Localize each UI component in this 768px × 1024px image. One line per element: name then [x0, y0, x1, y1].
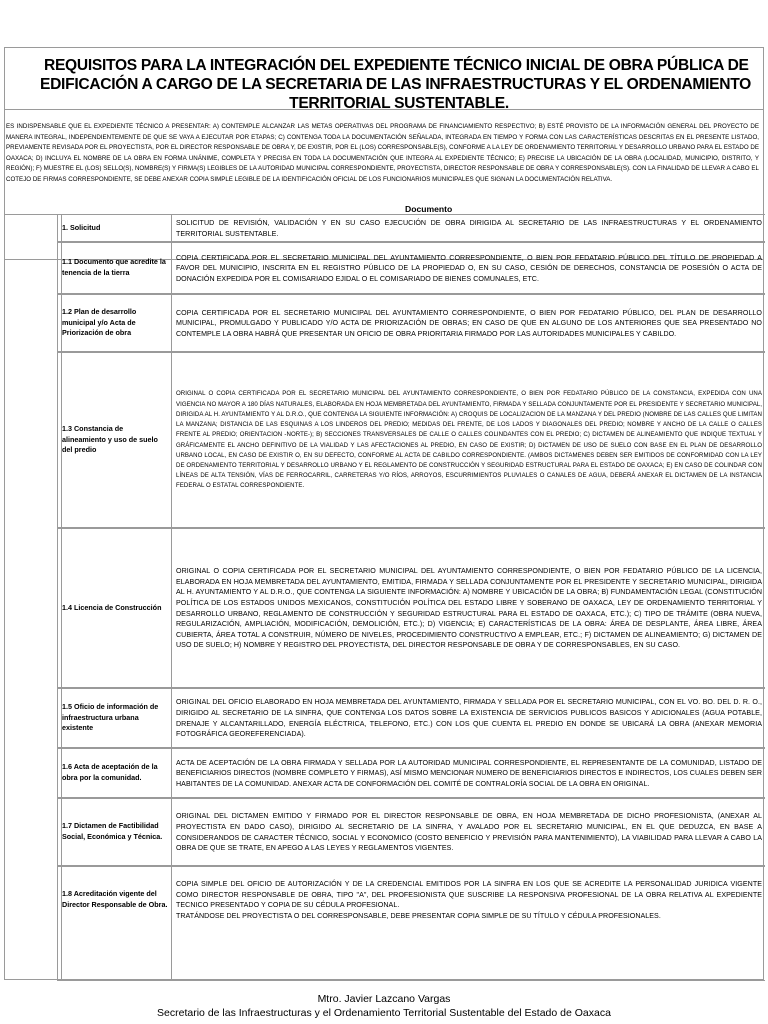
requirement-label: 1.4 Licencia de Construcción [57, 529, 172, 687]
table-row-1-3 [57, 352, 765, 528]
document-frame [4, 47, 764, 980]
requirement-description: ORIGINAL DEL OFICIO ELABORADO EN HOJA MEMBRETADA DEL AYUNTAMIENTO, FIRMADA Y SELLADA POR EL SECRETARIO MUNICIPAL, CON EL VO. BO. DEL D. R. O., DIRIGIDO AL SECRETARIO DE LA SINFRA, QUE CONTENGA LOS DATOS SOBRE LA EXISTENCIA DE SERVICIOS PUBLICOS BASICOS Y ADICIONALES (AGUA POTABLE, DRENAJE Y ALCANTARILLADO, ENERGÍA ELÉCTRICA, TELEFONO, ETC.) CON LOS QUE CUENTA EL PREDIO EN DONDE SE UBICARÁ LA OBRA (ANEXAR MEMORIA FOTOGRÁFICA GEOREFERENCIADA). [176, 698, 762, 739]
table-row-1-5 [57, 688, 765, 748]
document-title-line-1: REQUISITOS PARA LA INTEGRACIÓN DEL EXPEDIENTE TÉCNICO INICIAL DE OBRA PÚBLICA DE [44, 57, 749, 74]
title-block [5, 48, 763, 110]
signatory-position: Secretario de las Infraestructuras y el Ordenamiento Territorial Sustentable del Estado de Oaxaca [157, 1007, 611, 1019]
requirement-description: COPIA CERTIFICADA POR EL SECRETARIO MUNICIPAL DEL AYUNTAMIENTO CORRESPONDIENTE, O BIEN POR FEDATARIO PÚBLICO DEL TÍTULO DE PROPIEDAD A FAVOR DEL MUNICIPIO, INSCRITA EN EL REGISTRO PÚBLICO DE LA PROPIEDAD O, EN SU CASO, CESIÓN DE DERECHOS, CONSTANCIA DE POSESIÓN O ACTA DE DONACIÓN EXPEDIDA POR EL COMISARIADO EJIDAL O EL COMISARIADO DE BIENES COMUNALES, ETC. [176, 253, 762, 283]
requirement-description: ORIGINAL DEL DICTAMEN EMITIDO Y FIRMADO POR EL DIRECTOR RESPONSABLE DE OBRA, EN HOJA MEMBRETADA DE DICHO PROFESIONISTA, (ANEXAR AL PROYECTISTA EN DADO CASO), DIRIGIDO AL SECRETARIO DE LA SINFRA, Y AVALADO POR EL SECRETARIO MUNICIPAL, EN EL QUE DEDUZCA, EN BASE A CONSIDERANDOS DE CARACTER TÉCNICO, SOCIAL Y ECONOMICO (COSTO BENEFICIO Y PREVISIÓN PARA MANTENIMIENTO), LA VIABILIDAD PARA LLEVAR A CABO LA OBRA DE QUE SE TRATE, EN APEGO A LAS LEYES Y REGLAMENTOS VIGENTES. [176, 812, 762, 853]
requirement-label: 1.2 Plan de desarrollo municipal y/o Acta de Priorización de obra [57, 295, 172, 351]
requirement-label: 1. Solicitud [57, 215, 172, 241]
requirement-label: 1.6 Acta de aceptación de la obra por la comunidad. [57, 749, 172, 797]
requirement-description: ORIGINAL O COPIA CERTIFICADA POR EL SECRETARIO MUNICIPAL DEL AYUNTAMIENTO CORRESPONDIENTE, O BIEN POR FEDATARIO PÚBLICO DE LA LICENCIA, ELABORADA EN HOJA MEMBRETADA DEL AYUNTAMIENTO, EMITIDA, FIRMADA Y SELLADA CONJUNTAMENTE POR EL PRESIDENTE Y SECRETARIO MUNICIPAL, DIRIGIDA AL H. AYUNTAMIENTO Y AL D.R.O., QUE CONTENGA LA SIGUIENTE INFORMACIÓN: A) NOMBRE Y UBICACIÓN DE LA OBRA; B) FUNDAMENTACIÓN LEGAL (CONSTITUCIÓN POLÍTICA DE LOS ESTADOS UNIDOS MEXICANOS, CONSTITUCIÓN POLÍTICA DEL ESTADO LIBRE Y SOBERANO DE OAXACA, LEY DE ORDENAMIENTO TERRITORIAL Y DESARROLLO URBANO, REGLAMENTO DE CONSTRUCCIÓN Y SEGURIDAD ESTRUCTURAL PARA EL ESTADO DE OAXACA, ETC.); C) TIPO DE TRÁMITE (OBRA NUEVA, REGULARIZACIÓN, AMPLIACIÓN, MODIFICACIÓN, DEMOLICIÓN, ETC.); D) VIGENCIA; E) CARACTERÍSTICAS DE LA OBRA: ÁREA DE DESPLANTE, ÁREA LIBRE, ÁREA CUBIERTA, ÁREA TOTAL A CONSTRUIR, NÚMERO DE NIVELES, PROCEDIMIENTO CONSTRUCTIVO A EMPLEAR, ETC.; F) DICTAMEN DE ALINEAMIENTO; G) DICTAMEN DE USO DE SUELO; H) NOMBRE Y REGISTRO DEL PROYECTISTA, DEL DIRECTOR RESPONSABLE DE OBRA Y DE CORRESPONSABLES, EN SU CASO. [176, 567, 762, 650]
table-row-1-7 [57, 798, 765, 866]
table-row-1-1 [57, 242, 765, 294]
table-row-1-4 [57, 528, 765, 688]
document-title-line-3: TERRITORIAL SUSTENTABLE. [289, 95, 509, 112]
table-row-1-2 [57, 294, 765, 352]
requirement-label: 1.5 Oficio de información de infraestructura urbana existente [57, 689, 172, 747]
requirement-description: COPIA CERTIFICADA POR EL SECRETARIO MUNICIPAL DEL AYUNTAMIENTO CORRESPONDIENTE, O BIEN POR FEDATARIO PÚBLICO, DEL PLAN DE DESARROLLO MUNICIPAL, PROMULGADO Y PUBLICADO Y/O ACTA DE PRIORIZACIÓN DE OBRAS; EN CASO DE QUE EN ALGUNO DE LOS ANTERIORES QUE SEA PRESENTADO NO CONTEMPLE LA OBRA HABRÁ QUE PRESENTAR UN OFICIO DE OBRA PRIORITARIA FIRMADO POR LAS AUTORIDADES MUNICIPALES Y CABILDO. [176, 308, 762, 338]
intro-paragraph: ES INDISPENSABLE QUE EL EXPEDIENTE TÉCNICO A PRESENTAR: A) CONTEMPLE ALCANZAR LAS METAS OPERATIVAS DEL PROGRAMA DE FINANCIAMIENTO RESPECTIVO; B) ESTÉ PROVISTO DE LA INFORMACIÓN GENERAL DEL PROYECTO DE MANERA INTEGRAL, INDEPENDIENTEMENTE DE QUE SE VAYA A EJECUTAR POR ETAPAS; C) CONTENGA TODA LA DOCUMENTACIÓN SEÑALADA, INTEGRADA EN TIEMPO Y FORMA CON LAS CARACTERÍSTICAS DESCRITAS EN EL PRESENTE LISTADO, PREVIAMENTE REVISADA POR EL PROYECTISTA, POR EL DIRECTOR RESPONSABLE DE OBRA Y, DE EXISTIR, POR EL (LOS) CORRESPONSABLE(S), CONFORME A LA LEY DE ORDENAMIENTO TERRITORIAL Y DESARROLLO URBANO PARA EL ESTADO DE OAXACA; D) INCLUYA EL NOMBRE DE LA OBRA EN FORMA UNÁNIME, COMPLETA Y PRECISA EN TODA LA DOCUMENTACIÓN QUE INTEGRA AL EXPEDIENTE TÉCNICO; E) PRECISE LA UBICACIÓN DE LA OBRA (LOCALIDAD, MUNICIPIO, DISTRITO, Y REGIÓN); F) MUESTRE EL (LOS) SELLO(S), NOMBRE(S) Y FIRMA(S) LEGIBLES DE LA AUTORIDAD MUNICIPAL CORRESPONDIENTE, PROYECTISTA, DIRECTOR RESPONSABLE DE OBRA Y CORRESPONSABLE(S). CON LA FINALIDAD DE LLEVAR A CABO EL COTEJO DE FIRMAS CORRESPONDIENTE, SE DEBE ANEXAR COPIA SIMPLE LEGIBLE DE LA IDENTIFICACIÓN OFICIAL DE LOS FUNCIONARIOS MUNICIPALES QUE SIGNAN LA DOCUMENTACIÓN RELATIVA. [5, 110, 763, 260]
table-row-1-6 [57, 748, 765, 798]
requirement-label: 1.3 Constancia de alineamiento y uso de suelo del predio [57, 353, 172, 527]
requirement-description: ORIGINAL O COPIA CERTIFICADA POR EL SECRETARIO MUNICIPAL DEL AYUNTAMIENTO CORRESPONDIENTE, O BIEN POR FEDATARIO PÚBLICO DE LA CONSTANCIA, EXPEDIDA CON UNA VIGENCIA NO MAYOR A 180 DÍAS NATURALES, ELABORADA EN HOJA MEMBRETADA DEL AYUNTAMIENTO, FIRMADA Y SELLADA CONJUNTAMENTE POR EL PRESIDENTE Y SECRETARIO MUNICIPAL, DIRIGIDA AL H. AYUNTAMIENTO Y AL D.R.O., QUE CONTENGA LA SIGUIENTE INFORMACIÓN: A) CROQUIS DE LOCALIZACION DE LA MANZANA Y DEL PREDIO (NOMBRE DE LAS CALLES QUE LIMITAN LA MANZANA; DISTANCIA DE LAS ESQUINAS A LOS LINDEROS DEL PREDIO; MEDIDAS DEL FRENTE, DE LOS LADOS Y DIAGONALES DEL PREDIO; NOMBRE Y ANCHO DE LA CALLE O CALLES FRENTE AL PREDIO; ORIENTACION -NORTE-); B) SECCIONES TRANSVERSALES DE CALLE O CALLES COLINDANTES CON EL PREDIO; C) DICTAMEN DE ALINEAMIENTO QUE INDIQUE TEXTUAL Y GRÁFICAMENTE EL ANCHO DEFINITIVO DE LA VIALIDAD Y LAS AFECTACIONES AL PREDIO, EN CASO DE EXISTIR; D) DICTAMEN DE USO DE SUELO CON BASE EN EL PLAN DE DESARROLLO URBANO LOCAL, EN CASO DE EXISTIR O, EN SU DEFECTO, CONFORME AL ACTA DE CABILDO CORRESPONDIENTE. (AMBOS DICTAMENES DEBEN SER EMITIDOS DE CONFORMIDAD CON LA LEY DE ORDENAMIENTO TERRITORIAL Y DESARROLLO URBANO Y EL REGLAMENTO DE CONSTRUCCIÓN Y SEGURIDAD ESTRUCTURAL PARA EL ESTADO DE OAXACA; E) EN CASO DE COLINDAR CON LÍNEAS DE ALTA TENSIÓN, VÍAS DE FERROCARRIL, CARRETERAS Y/O RÍOS, ARROYOS, ESCURRIMIENTOS PLUVIALES O CANALES DE AGUA, DEBERÁ ANEXAR EL DICTAMEN DE LA INSTANCIA FEDERAL O ESTATAL CORRESPONDIENTE. [176, 390, 762, 490]
requirement-description: ACTA DE ACEPTACIÓN DE LA OBRA FIRMADA Y SELLADA POR LA AUTORIDAD MUNICIPAL CORRESPONDIENTE, EL REPRESENTANTE DE LA COMUNIDAD, LISTADO DE BENEFICIARIOS DIRECTOS (NOMBRE COMPLETO Y FIRMAS), ASÍ MISMO MENCIONAR NUMERO DE BENEFICIARIOS DIRECTOS E INDIRECTOS, LOS CUALES DEBEN SER HABITANTES DE LA COMUNIDAD. ANEXAR ACTA DE CONFORMACIÓN DEL COMITÉ DE CONTRALORÍA SOCIAL DE LA OBRA EN ORIGINAL. [176, 758, 762, 788]
requirement-label: 1.8 Acreditación vigente del Director Responsable de Obra. [57, 867, 172, 980]
requirement-label: 1.1 Documento que acredite la tenencia de la tierra [57, 243, 172, 293]
table-header-label: Documento [405, 204, 453, 214]
signatory-name: Mtro. Javier Lazcano Vargas [317, 993, 451, 1005]
requirement-label: 1.7 Dictamen de Factibilidad Social, Económica y Técnica. [57, 799, 172, 865]
requirement-description: COPIA SIMPLE DEL OFICIO DE AUTORIZACIÓN Y DE LA CREDENCIAL EMITIDOS POR LA SINFRA EN LOS QUE SE ACREDITE LA PERSONALIDAD JURIDICA VIGENTE COMO DIRECTOR RESPONSABLE DE OBRA, TIPO "A", DEL PROFESIONISTA QUE SUSCRIBE LA RESPONSIVA PROFESIONAL DE LA OBRA RELATIVA AL EXPEDIENTE TECNICO PRESENTADO Y COPIA DE SU CÉDULA PROFESIONAL. TRATÁNDOSE DEL PROYECTISTA O DEL CORRESPONSABLE, DEBE PRESENTAR COPIA SIMPLE DE SU TÍTULO Y CÉDULA PROFESIONALES. [176, 880, 762, 920]
table-row-1 [57, 214, 765, 242]
table-row-1-8 [57, 866, 765, 981]
document-title-line-2: EDIFICACIÓN A CARGO DE LA SECRETARIA DE LAS INFRAESTRUCTURAS Y EL ORDENAMIENTO [40, 76, 751, 93]
requirement-description: SOLICITUD DE REVISIÓN, VALIDACIÓN Y EN SU CASO EJECUCIÓN DE OBRA DIRIGIDA AL SECRETARIO DE LAS INFRAESTRUCTURAS Y EL ORDENAMIENTO TERRITORIAL SUSTENTABLE. [176, 219, 762, 238]
